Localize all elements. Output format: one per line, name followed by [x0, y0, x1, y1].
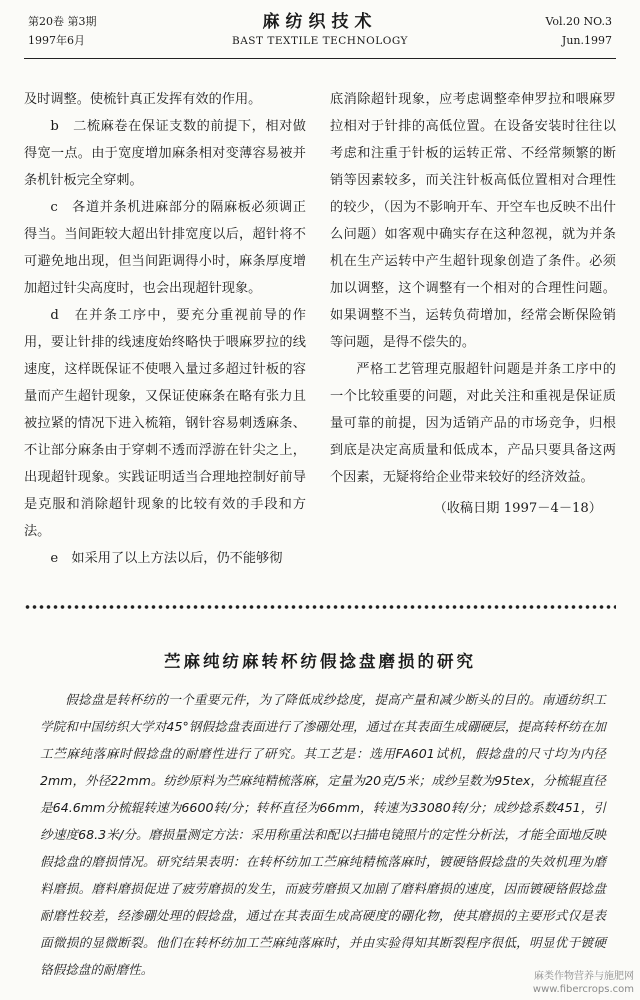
article-abstract: 假捻盘是转杯纺的一个重要元件，为了降低成纱捻度，提高产量和减少断头的目的。南通纺织工学院和中国纺织大学对45°钢假捻盘表面进行了渗硼处理，通过在其表面生成硼硬层，提高转杯纺在加工苎麻纯落麻时假捻盘的耐磨性进行了研究。其工艺是：选用FA601试机，假捻盘的尺寸均为内径2mm，外径22mm。纺纱原料为苎麻纯精梳落麻，定量为20克/5米；成纱呈数为95tex，分梳辊直径是64.6mm分梳辊转速为6600转/分；转杯直径为66mm，转速为33080转/分；成纱捻系数451，引纱速度68.3米/分。磨损量测定方法：采用称重法和配以扫描电镜照片的定性分析法，才能全面地反映假捻盘的磨损情况。研究结果表明：在转杯纺加工苎麻纯精梳落麻时，镀硬铬假捻盘的失效机理为磨料磨损。磨料磨损促进了疲劳磨损的发生，而疲劳磨损又加剧了磨料磨损的速度，因而镀硬铬假捻盘耐磨性较差，经渗硼处理的假捻盘，通过在其表面生成高硬度的硼化物，使其磨损的主要形式仅是表面微损的显微断裂。他们在转杯纺加工苎麻纯落麻时，并由实验得知其断裂程序很低，明显优于镀硬铬假捻盘的耐磨性。	[40, 692, 606, 977]
watermark-url: www.fibercrops.com	[532, 984, 634, 995]
issue-date-en: Jun.1997	[561, 34, 612, 47]
journal-header	[24, 10, 616, 59]
paragraph: c 各道并条机进麻部分的隔麻板必须调正得当。当间距较大超出针排宽度以后，超针将不可避免地出现，但当间距调得小时，麻条厚度增加超过针尖高度时，也会出现超针现象。	[24, 200, 306, 296]
watermark-name: 麻类作物营养与施肥网	[534, 971, 634, 982]
paragraph: 底消除超针现象，应考虑调整牵伸罗拉和喂麻罗拉相对于针排的高低位置。在设备安装时往往以考虑和注重于针板的运转正常、不经常频繁的断销等因素较多，而关注针板高低位置相对合理性的较少，（因为不影响开车、开空车也反映不出什么问题）如客观中确实存在这种忽视，就为并条机在生产运转中产生超针现象创造了条件。必须加以调整，这个调整有一个相对的合理性问题。如果调整不当，运转负荷增加，经常会断保险销等问题，是得不偿失的。	[330, 92, 616, 350]
paragraph: b 二梳麻卷在保证支数的前提下，相对做得宽一点。由于宽度增加麻条相对变薄容易被并条机针板完全穿刺。	[24, 119, 306, 188]
received-date: （收稿日期 1997－4－18）	[433, 501, 602, 516]
journal-title-block	[24, 10, 616, 48]
section-divider	[24, 604, 616, 610]
paragraph: e 如采用了以上方法以后，仍不能够彻	[50, 551, 283, 566]
paragraph: 严格工艺管理克服超针问题是并条工序中的一个比较重要的问题，对此关注和重视是保证质量可靠的前提，因为适销产品的市场竞争，归根到底是决定高质量和低成本，产品只要具备这两个因素，无疑将给企业带来较好的经济效益。	[330, 362, 616, 485]
paragraph: d 在并条工序中，要充分重视前导的作用，要让针排的线速度始终略快于喂麻罗拉的线速度，这样既保证不使喂入量过多超过针板的容量而产生超针现象，又保证使麻条在略有张力且被拉紧的情况下进入梳箱，钢针容易刺透麻条、不让部分麻条由于穿刺不透而浮游在针尖之上，出现超针现象。实践证明适当合理地控制好前导是克服和消除超针现象的比较有效的手段和方法。	[24, 308, 306, 539]
journal-title-cn: 麻纺织技术	[262, 12, 378, 32]
journal-title-en: BAST TEXTILE TECHNOLOGY	[232, 35, 408, 47]
left-column	[24, 86, 306, 572]
volume-issue-en: Vol.20 NO.3	[545, 15, 612, 28]
article-title: 苎麻纯纺麻转杯纺假捻盘磨损的研究	[164, 652, 476, 671]
issue-date: 1997年6月	[28, 34, 85, 47]
paragraph: 及时调整。使梳针真正发挥有效的作用。	[24, 92, 262, 107]
right-column	[330, 86, 616, 522]
site-watermark	[533, 970, 634, 996]
volume-issue: 第20卷 第3期	[28, 15, 97, 28]
issue-info-en	[545, 12, 612, 50]
